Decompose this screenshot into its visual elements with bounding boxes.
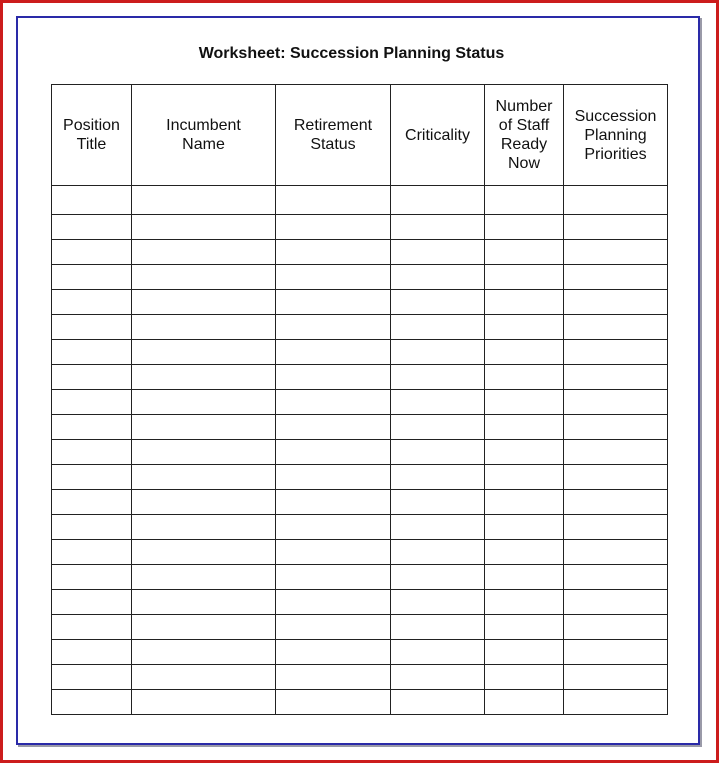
header-staff-ready-now: Number of Staff Ready Now [485,85,564,186]
table-cell [52,315,132,340]
table-cell [485,265,564,290]
page-title: Worksheet: Succession Planning Status [198,45,505,62]
table-cell [564,465,668,490]
table-cell [132,490,276,515]
table-cell [391,640,485,665]
table-cell [564,540,668,565]
table-cell [391,615,485,640]
table-cell [132,515,276,540]
table-cell [564,640,668,665]
header-position-title: Position Title [52,85,132,186]
table-cell [52,340,132,365]
table-cell [485,590,564,615]
table-cell [391,365,485,390]
table-cell [485,240,564,265]
table-cell [391,290,485,315]
table-cell [132,290,276,315]
table-cell [52,215,132,240]
table-cell [564,240,668,265]
table-cell [485,515,564,540]
table-cell [276,265,391,290]
table-cell [52,690,132,715]
table-cell [276,340,391,365]
table-cell [564,186,668,215]
header-succession-priorities: Succession Planning Priorities [564,85,668,186]
table-cell [276,490,391,515]
table-cell [276,690,391,715]
table-row [52,186,668,215]
table-row [52,215,668,240]
table-cell [485,390,564,415]
table-cell [485,665,564,690]
table-cell [276,365,391,390]
table-cell [391,390,485,415]
table-row [52,365,668,390]
table-cell [391,465,485,490]
table-cell [52,265,132,290]
table-row [52,490,668,515]
table-cell [564,665,668,690]
table-cell [564,615,668,640]
header-criticality: Criticality [391,85,485,186]
table-row [52,665,668,690]
table-cell [132,240,276,265]
table-cell [564,340,668,365]
table-cell [391,186,485,215]
table-cell [391,515,485,540]
table-cell [132,690,276,715]
table-cell [132,590,276,615]
table-cell [52,665,132,690]
table-cell [485,186,564,215]
table-cell [391,415,485,440]
table-row [52,340,668,365]
table-row [52,690,668,715]
table-cell [391,315,485,340]
table-cell [276,440,391,465]
table-cell [564,290,668,315]
table-row [52,265,668,290]
table-cell [391,690,485,715]
table-row [52,565,668,590]
table-cell [276,390,391,415]
table-cell [132,415,276,440]
table-cell [564,315,668,340]
table-cell [52,465,132,490]
table-row [52,590,668,615]
table-cell [276,186,391,215]
table-cell [391,440,485,465]
table-cell [276,240,391,265]
header-row [52,85,668,186]
table-row [52,290,668,315]
table-cell [564,590,668,615]
table-row [52,515,668,540]
table-cell [564,415,668,440]
table-cell [132,665,276,690]
table-cell [132,215,276,240]
table-cell [52,440,132,465]
table-cell [485,540,564,565]
table-cell [132,340,276,365]
table-cell [132,186,276,215]
table-cell [485,415,564,440]
table-row [52,540,668,565]
table-cell [132,640,276,665]
table-cell [276,290,391,315]
table-cell [485,365,564,390]
table-cell [276,640,391,665]
table-cell [132,390,276,415]
table-cell [132,315,276,340]
table-cell [391,340,485,365]
table-cell [276,315,391,340]
table-row [52,465,668,490]
table-cell [52,186,132,215]
table-cell [485,290,564,315]
header-incumbent-name: Incumbent Name [132,85,276,186]
table-cell [132,365,276,390]
table-row [52,640,668,665]
table-cell [52,615,132,640]
table-cell [564,515,668,540]
table-cell [564,215,668,240]
table-cell [276,665,391,690]
table-cell [52,240,132,265]
table-cell [564,565,668,590]
table-cell [276,540,391,565]
table-cell [391,215,485,240]
table-cell [564,490,668,515]
table-cell [391,590,485,615]
table-cell [132,265,276,290]
table-cell [52,365,132,390]
table-cell [391,240,485,265]
table-cell [276,515,391,540]
table-cell [485,490,564,515]
table-cell [132,540,276,565]
table-cell [52,490,132,515]
table-body [52,186,668,715]
table-cell [485,615,564,640]
table-cell [276,615,391,640]
table-cell [276,590,391,615]
table-cell [485,215,564,240]
table-cell [391,565,485,590]
table-row [52,615,668,640]
table-cell [52,565,132,590]
table-cell [52,540,132,565]
table-cell [52,290,132,315]
table-cell [485,315,564,340]
table-cell [132,615,276,640]
table-cell [132,565,276,590]
table-cell [52,590,132,615]
table-row [52,415,668,440]
table-cell [564,690,668,715]
table-cell [485,465,564,490]
table-cell [52,640,132,665]
table-cell [276,415,391,440]
table-row [52,390,668,415]
table-cell [276,215,391,240]
table-cell [564,365,668,390]
table-cell [276,565,391,590]
table-cell [485,565,564,590]
table-cell [564,440,668,465]
table-cell [391,265,485,290]
table-cell [564,390,668,415]
table-cell [52,515,132,540]
table-cell [52,390,132,415]
table-cell [485,440,564,465]
table-cell [564,265,668,290]
table-cell [391,490,485,515]
table-row [52,440,668,465]
worksheet-table [51,84,668,715]
table-cell [485,690,564,715]
table-row [52,315,668,340]
table-cell [276,465,391,490]
table-cell [485,640,564,665]
header-retirement-status: Retirement Status [276,85,391,186]
table-cell [132,465,276,490]
table-cell [52,415,132,440]
table-cell [391,665,485,690]
table-cell [485,340,564,365]
table-row [52,240,668,265]
table-cell [132,440,276,465]
table-cell [391,540,485,565]
